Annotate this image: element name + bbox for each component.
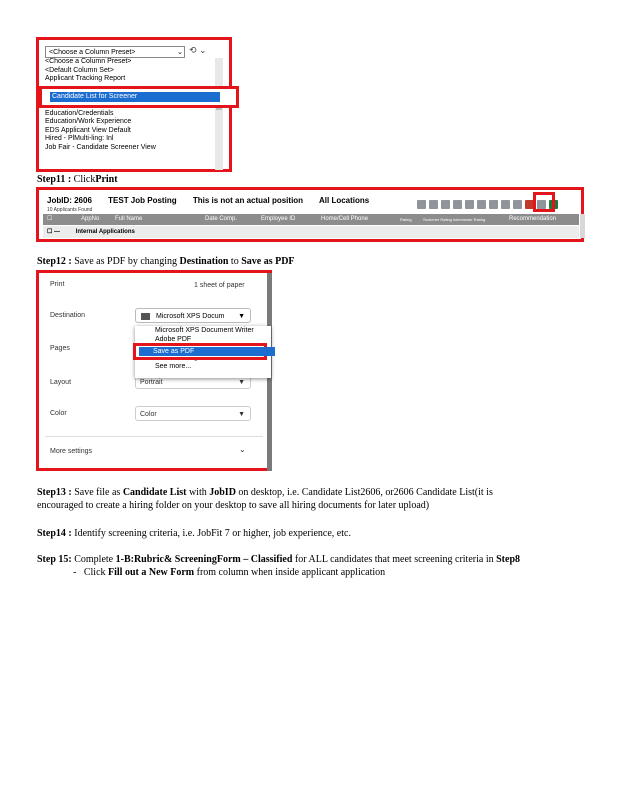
step-text: to <box>230 256 242 267</box>
select-all-checkbox[interactable]: ☐ <box>47 216 53 222</box>
row-label: Internal Applications <box>75 229 135 235</box>
step-label: Step14 : <box>37 528 72 539</box>
job-id: JobID: 2606 <box>47 196 92 205</box>
step-bold: Fill out a New Form <box>108 567 195 578</box>
job-header <box>47 196 383 205</box>
search-icon[interactable] <box>489 200 498 209</box>
color-label: Color <box>50 410 67 417</box>
step-bold: & Screening <box>163 554 217 565</box>
columns-icon[interactable] <box>465 200 474 209</box>
column-header[interactable]: Date Comp. <box>205 216 238 222</box>
step-13-line-1 <box>37 486 597 499</box>
column-header[interactable]: Rating <box>400 217 412 222</box>
column-header[interactable]: Employee ID <box>261 216 296 222</box>
step-bold: Candidate List <box>122 487 187 498</box>
step-bold: Form – Classified <box>216 554 293 565</box>
list-item[interactable]: Education/Work Experience <box>45 118 132 126</box>
column-header[interactable]: Home/Cell Phone <box>321 216 369 222</box>
grid-header <box>43 214 579 225</box>
sort-icon[interactable] <box>477 200 486 209</box>
chevron-down-icon: ▼ <box>238 313 245 320</box>
menu-item[interactable]: Adobe PDF <box>155 336 192 343</box>
list-item[interactable]: Job Fair - Candidate Screener View <box>45 143 156 151</box>
save-as-pdf-option[interactable]: Save as PDF <box>139 347 275 356</box>
step-bold: Print <box>95 174 118 185</box>
menu-item[interactable]: See more... <box>155 363 192 370</box>
step-text: with <box>188 487 210 498</box>
destination-label: Destination <box>50 312 86 319</box>
column-header[interactable]: AppNo <box>81 216 100 222</box>
down-icon[interactable] <box>429 200 438 209</box>
step-14 <box>37 527 351 540</box>
step-label: Step 15: <box>37 554 72 565</box>
preset-tools-icons[interactable]: ⟲ ⌄ <box>189 45 207 55</box>
step-11 <box>37 174 118 185</box>
step-text: Save file as <box>74 487 123 498</box>
step-label: Step11 : <box>37 174 72 185</box>
table-row[interactable] <box>43 226 579 238</box>
step-13 <box>37 486 597 512</box>
menu-item[interactable]: Microsoft XPS Document Writer <box>155 327 254 334</box>
print-highlight <box>533 192 555 212</box>
column-preset-value: <Choose a Column Preset> <box>49 49 136 56</box>
more-settings[interactable]: More settings <box>50 448 93 455</box>
pages-label: Pages <box>50 345 70 352</box>
step-15-bullet <box>37 566 597 579</box>
step-15 <box>37 553 597 579</box>
list-item[interactable]: <Choose a Column Preset> <box>45 58 132 65</box>
step-12 <box>37 256 295 267</box>
step-text: Click <box>83 567 109 578</box>
divider <box>45 436 263 437</box>
step-text: Identify screening criteria, i.e. JobFit 7 or higher, job experience, etc. <box>74 528 351 539</box>
step-text: Save as PDF <box>74 256 126 267</box>
column-preset-select[interactable] <box>45 46 185 58</box>
step-bold: Save as PDF <box>241 256 295 267</box>
list-item[interactable]: Education/Credentials <box>45 109 114 117</box>
bullet-marker: - <box>73 567 77 578</box>
step-bold: JobID <box>209 487 236 498</box>
destination-value: Microsoft XPS Docum <box>156 313 225 320</box>
step-text: from column when inside applicant application <box>196 567 386 578</box>
settings-icon[interactable] <box>513 200 522 209</box>
job-posting-screenshot <box>36 187 584 242</box>
expand-icon[interactable]: ☐ — <box>47 229 61 235</box>
chevron-down-icon: ⌄ <box>177 49 183 56</box>
grid-scrollbar[interactable] <box>580 214 585 238</box>
column-header[interactable]: Full Name <box>115 216 143 222</box>
list-item[interactable]: Hired - PlMulti-ling: Inl <box>45 135 114 143</box>
column-preset-list <box>45 58 213 170</box>
up-icon[interactable] <box>417 200 426 209</box>
print-title: Print <box>50 281 65 288</box>
job-notice: This is not an actual position <box>192 196 304 205</box>
list-item[interactable]: Applicant Tracking Report <box>45 75 126 83</box>
applicant-count: 10 Applicants Found <box>47 207 93 213</box>
job-name: TEST Job Posting <box>108 196 177 205</box>
printer-icon <box>141 313 150 320</box>
refresh-icon[interactable] <box>453 200 462 209</box>
selected-preset-highlight <box>39 86 239 108</box>
step-bold: Destination <box>179 256 229 267</box>
destination-select[interactable] <box>135 308 251 323</box>
chevron-down-icon: ▼ <box>238 411 245 418</box>
step-15-line-1 <box>37 553 597 566</box>
step-label: Step13 : <box>37 487 72 498</box>
chevron-down-icon[interactable]: ⌄ <box>239 445 246 454</box>
layout-value: Portrait <box>140 379 163 386</box>
edit-icon[interactable] <box>441 200 450 209</box>
step-label: Step12 : <box>37 256 72 267</box>
print-dialog-screenshot <box>36 270 272 471</box>
column-header[interactable]: Interviewer Rating <box>453 217 486 222</box>
column-header[interactable]: Screener Rating <box>423 217 452 222</box>
list-item[interactable]: EDS Applicant View Default <box>45 126 131 134</box>
column-header[interactable]: Recommendation <box>509 216 557 222</box>
step-bold: Step8 <box>496 554 521 565</box>
step-text: for ALL candidates that meet screening criteria in <box>294 554 497 565</box>
step-13-line-2: encouraged to create a hiring folder on your desktop to save all hiring documents for later upload) <box>37 500 430 511</box>
save-as-pdf-highlight <box>133 343 267 360</box>
color-value: Color <box>140 411 157 418</box>
color-select[interactable] <box>135 406 251 421</box>
step-bold: 1-B:Rubric <box>115 554 164 565</box>
column-preset-screenshot <box>36 37 232 172</box>
candidate-list-option[interactable]: Candidate List for Screener <box>50 92 220 102</box>
layout-label: Layout <box>50 379 72 386</box>
step-text: by changing <box>127 256 180 267</box>
job-locations: All Locations <box>319 196 370 205</box>
list-item[interactable]: <Default Column Set> <box>45 66 114 74</box>
list-scrollbar[interactable] <box>215 58 223 170</box>
chevron-down-icon: ▼ <box>238 379 245 386</box>
step-text: Complete <box>74 554 116 565</box>
step-text: on desktop, i.e. Candidate List2606, or2606 Candidate List(it is <box>238 487 493 498</box>
filter-icon[interactable] <box>501 200 510 209</box>
step-text: Click <box>73 174 96 185</box>
sheet-count: 1 sheet of paper <box>194 282 245 289</box>
